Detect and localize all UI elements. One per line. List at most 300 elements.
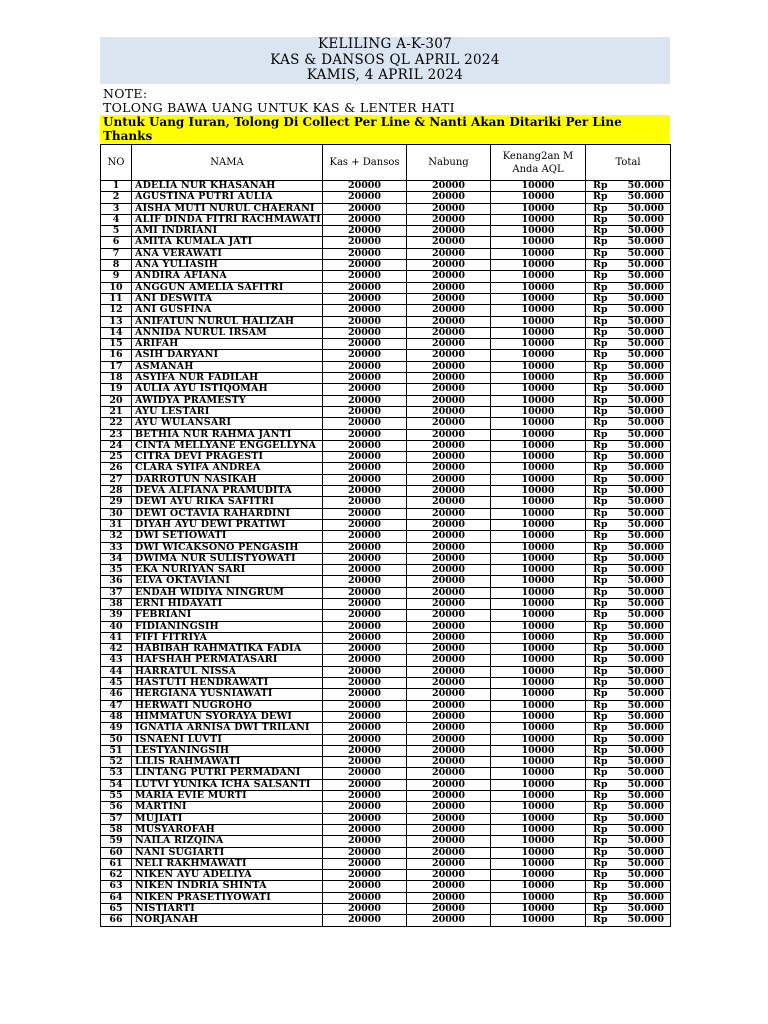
row-name: ASMANAH [132, 361, 323, 372]
row-kas: 20000 [323, 644, 407, 655]
row-total [586, 757, 671, 768]
table-row [101, 723, 671, 734]
row-kenangan: 10000 [491, 327, 586, 338]
table-row [101, 452, 671, 463]
row-nabung: 20000 [407, 565, 491, 576]
currency-label: Rp [593, 564, 608, 576]
row-name: AWIDYA PRAMESTY [132, 395, 323, 406]
table-row [101, 824, 671, 835]
row-number: 14 [101, 327, 132, 338]
row-number: 34 [101, 553, 132, 564]
row-number: 8 [101, 260, 132, 271]
currency-label: Rp [593, 892, 608, 903]
currency-label: Rp [593, 835, 608, 847]
row-name: MARIA EVIE MURTI [132, 791, 323, 802]
row-number: 37 [101, 587, 132, 598]
row-number: 24 [101, 440, 132, 451]
row-kas: 20000 [323, 406, 407, 417]
row-nabung: 20000 [407, 373, 491, 384]
row-name: ASIH DARYANI [132, 350, 323, 361]
currency-label: Rp [593, 462, 608, 474]
row-number: 62 [101, 870, 132, 881]
row-number: 20 [101, 395, 132, 406]
currency-label: Rp [593, 406, 608, 417]
total-amount: 50.000 [627, 813, 664, 824]
row-number: 18 [101, 373, 132, 384]
row-total [586, 587, 671, 598]
total-amount: 50.000 [627, 790, 664, 802]
row-number: 43 [101, 655, 132, 666]
total-amount: 50.000 [627, 858, 664, 869]
currency-label: Rp [593, 485, 608, 497]
row-kenangan: 10000 [491, 870, 586, 881]
row-number: 42 [101, 644, 132, 655]
table-row [101, 260, 671, 271]
row-name: MUSYAROFAH [132, 824, 323, 835]
table-row [101, 734, 671, 745]
row-total [586, 497, 671, 508]
row-number: 65 [101, 904, 132, 915]
row-nabung: 20000 [407, 203, 491, 214]
row-nabung: 20000 [407, 632, 491, 643]
row-number: 6 [101, 237, 132, 248]
row-nabung: 20000 [407, 858, 491, 869]
row-kas: 20000 [323, 576, 407, 587]
row-nabung: 20000 [407, 237, 491, 248]
row-kenangan: 10000 [491, 248, 586, 259]
row-name: LESTYANINGSIH [132, 745, 323, 756]
row-kenangan: 10000 [491, 745, 586, 756]
row-nabung: 20000 [407, 904, 491, 915]
row-kas: 20000 [323, 350, 407, 361]
table-row [101, 779, 671, 790]
row-kenangan: 10000 [491, 621, 586, 632]
currency-label: Rp [593, 180, 608, 191]
row-nabung: 20000 [407, 181, 491, 192]
currency-label: Rp [593, 914, 608, 926]
currency-label: Rp [593, 700, 608, 711]
row-name: FEBRIANI [132, 610, 323, 621]
total-amount: 50.000 [627, 598, 664, 609]
row-number: 47 [101, 700, 132, 711]
row-number: 57 [101, 813, 132, 824]
row-number: 45 [101, 678, 132, 689]
row-number: 52 [101, 757, 132, 768]
row-kenangan: 10000 [491, 497, 586, 508]
row-kas: 20000 [323, 418, 407, 429]
total-amount: 50.000 [627, 688, 664, 700]
row-name: CINTA MELLYANE ENGGELLYNA [132, 440, 323, 451]
row-number: 59 [101, 836, 132, 847]
row-name: HERWATI NUGROHO [132, 700, 323, 711]
row-nabung: 20000 [407, 542, 491, 553]
row-kenangan: 10000 [491, 824, 586, 835]
row-kenangan: 10000 [491, 892, 586, 903]
row-nabung: 20000 [407, 463, 491, 474]
row-kenangan: 10000 [491, 553, 586, 564]
row-total [586, 192, 671, 203]
row-kenangan: 10000 [491, 293, 586, 304]
table-row [101, 440, 671, 451]
row-total [586, 723, 671, 734]
total-amount: 50.000 [627, 429, 664, 440]
total-amount: 50.000 [627, 643, 664, 655]
currency-label: Rp [593, 542, 608, 553]
row-kenangan: 10000 [491, 418, 586, 429]
row-number: 1 [101, 181, 132, 192]
currency-label: Rp [593, 236, 608, 248]
total-amount: 50.000 [627, 496, 664, 508]
row-number: 3 [101, 203, 132, 214]
table-row [101, 802, 671, 813]
row-number: 10 [101, 282, 132, 293]
total-amount: 50.000 [627, 677, 664, 689]
row-total [586, 655, 671, 666]
row-nabung: 20000 [407, 892, 491, 903]
total-amount: 50.000 [627, 654, 664, 666]
row-name: BETHIA NUR RAHMA JANTI [132, 429, 323, 440]
row-name: AGUSTINA PUTRI AULIA [132, 192, 323, 203]
row-name: ALIF DINDA FITRI RACHMAWATI [132, 214, 323, 225]
row-number: 41 [101, 632, 132, 643]
row-name: ENDAH WIDIYA NINGRUM [132, 587, 323, 598]
currency-label: Rp [593, 474, 608, 485]
row-total [586, 904, 671, 915]
row-kas: 20000 [323, 813, 407, 824]
row-nabung: 20000 [407, 248, 491, 259]
row-name: DIYAH AYU DEWI PRATIWI [132, 519, 323, 530]
row-total [586, 203, 671, 214]
row-number: 5 [101, 226, 132, 237]
total-amount: 50.000 [627, 587, 664, 598]
row-kenangan: 10000 [491, 531, 586, 542]
row-name: NANI SUGIARTI [132, 847, 323, 858]
table-row [101, 621, 671, 632]
row-kas: 20000 [323, 824, 407, 835]
table-row [101, 203, 671, 214]
currency-label: Rp [593, 248, 608, 259]
row-kas: 20000 [323, 689, 407, 700]
row-kas: 20000 [323, 316, 407, 327]
row-total [586, 802, 671, 813]
row-nabung: 20000 [407, 440, 491, 451]
row-number: 49 [101, 723, 132, 734]
header-nama: NAMA [132, 145, 323, 181]
currency-label: Rp [593, 813, 608, 824]
row-kas: 20000 [323, 587, 407, 598]
row-nabung: 20000 [407, 418, 491, 429]
row-total [586, 870, 671, 881]
row-kas: 20000 [323, 870, 407, 881]
row-number: 61 [101, 858, 132, 869]
row-total [586, 678, 671, 689]
row-total [586, 768, 671, 779]
currency-label: Rp [593, 654, 608, 666]
row-kenangan: 10000 [491, 610, 586, 621]
row-number: 25 [101, 452, 132, 463]
row-total [586, 598, 671, 609]
row-kas: 20000 [323, 565, 407, 576]
row-total [586, 486, 671, 497]
table-row [101, 237, 671, 248]
table-row [101, 350, 671, 361]
total-amount: 50.000 [627, 203, 664, 214]
header-kenangan [491, 145, 586, 181]
table-row [101, 553, 671, 564]
row-total [586, 519, 671, 530]
currency-label: Rp [593, 270, 608, 282]
row-kas: 20000 [323, 655, 407, 666]
header-kenangan-line-2: Anda AQL [512, 163, 564, 175]
row-number: 55 [101, 791, 132, 802]
row-name: LUTVI YUNIKA ICHA SALSANTI [132, 779, 323, 790]
row-total [586, 373, 671, 384]
row-kas: 20000 [323, 237, 407, 248]
row-nabung: 20000 [407, 768, 491, 779]
row-total [586, 791, 671, 802]
currency-label: Rp [593, 575, 608, 587]
row-total [586, 779, 671, 790]
currency-label: Rp [593, 745, 608, 756]
row-kas: 20000 [323, 384, 407, 395]
table-row [101, 847, 671, 858]
row-total [586, 452, 671, 463]
row-kenangan: 10000 [491, 802, 586, 813]
table-row [101, 587, 671, 598]
row-kas: 20000 [323, 440, 407, 451]
row-nabung: 20000 [407, 474, 491, 485]
table-row [101, 678, 671, 689]
row-name: AYU WULANSARI [132, 418, 323, 429]
row-kas: 20000 [323, 678, 407, 689]
table-row [101, 655, 671, 666]
row-kas: 20000 [323, 192, 407, 203]
row-name: FIDIANINGSIH [132, 621, 323, 632]
table-row [101, 700, 671, 711]
table-row [101, 858, 671, 869]
total-amount: 50.000 [627, 395, 664, 406]
currency-label: Rp [593, 327, 608, 338]
row-kas: 20000 [323, 700, 407, 711]
currency-label: Rp [593, 225, 608, 237]
row-total [586, 858, 671, 869]
row-kenangan: 10000 [491, 847, 586, 858]
currency-label: Rp [593, 191, 608, 203]
currency-label: Rp [593, 530, 608, 542]
total-amount: 50.000 [627, 372, 664, 384]
row-kenangan: 10000 [491, 565, 586, 576]
row-nabung: 20000 [407, 327, 491, 338]
row-nabung: 20000 [407, 576, 491, 587]
row-number: 32 [101, 531, 132, 542]
row-kas: 20000 [323, 248, 407, 259]
row-number: 31 [101, 519, 132, 530]
row-number: 19 [101, 384, 132, 395]
currency-label: Rp [593, 496, 608, 508]
currency-label: Rp [593, 349, 608, 361]
row-total [586, 621, 671, 632]
total-amount: 50.000 [627, 316, 664, 327]
row-nabung: 20000 [407, 384, 491, 395]
row-kenangan: 10000 [491, 316, 586, 327]
row-kenangan: 10000 [491, 282, 586, 293]
row-kenangan: 10000 [491, 904, 586, 915]
row-kas: 20000 [323, 892, 407, 903]
row-total [586, 565, 671, 576]
title-line-2: KAS & DANSOS QL APRIL 2024 [270, 51, 500, 68]
row-name: HERGIANA YUSNIAWATI [132, 689, 323, 700]
row-number: 46 [101, 689, 132, 700]
table-row [101, 519, 671, 530]
row-name: ISNAENI LUVTI [132, 734, 323, 745]
currency-label: Rp [593, 361, 608, 372]
row-nabung: 20000 [407, 881, 491, 892]
row-kenangan: 10000 [491, 203, 586, 214]
header-kas: Kas + Dansos [323, 145, 407, 181]
total-amount: 50.000 [627, 711, 664, 722]
table-row [101, 542, 671, 553]
row-nabung: 20000 [407, 553, 491, 564]
row-nabung: 20000 [407, 689, 491, 700]
table-row [101, 271, 671, 282]
row-kenangan: 10000 [491, 463, 586, 474]
total-amount: 50.000 [627, 259, 664, 271]
row-name: CITRA DEVI PRAGESTI [132, 452, 323, 463]
row-total [586, 813, 671, 824]
row-total [586, 881, 671, 892]
row-total [586, 350, 671, 361]
row-nabung: 20000 [407, 644, 491, 655]
total-amount: 50.000 [627, 892, 664, 903]
row-nabung: 20000 [407, 836, 491, 847]
row-nabung: 20000 [407, 734, 491, 745]
total-amount: 50.000 [627, 440, 664, 451]
table-row [101, 373, 671, 384]
currency-label: Rp [593, 598, 608, 609]
currency-label: Rp [593, 621, 608, 632]
row-kenangan: 10000 [491, 791, 586, 802]
row-kenangan: 10000 [491, 587, 586, 598]
row-nabung: 20000 [407, 745, 491, 756]
row-kas: 20000 [323, 711, 407, 722]
row-kas: 20000 [323, 282, 407, 293]
row-nabung: 20000 [407, 700, 491, 711]
currency-label: Rp [593, 440, 608, 451]
row-name: DEVA ALFIANA PRAMUDITA [132, 486, 323, 497]
row-kenangan: 10000 [491, 915, 586, 926]
row-kenangan: 10000 [491, 678, 586, 689]
table-row [101, 531, 671, 542]
total-amount: 50.000 [627, 214, 664, 225]
table-row [101, 293, 671, 304]
row-total [586, 610, 671, 621]
row-name: ANDIRA AFIANA [132, 271, 323, 282]
row-total [586, 260, 671, 271]
table-row [101, 915, 671, 926]
row-kenangan: 10000 [491, 361, 586, 372]
row-kenangan: 10000 [491, 542, 586, 553]
row-name: DARROTUN NASIKAH [132, 474, 323, 485]
row-total [586, 463, 671, 474]
row-total [586, 181, 671, 192]
table-row [101, 429, 671, 440]
row-number: 63 [101, 881, 132, 892]
row-name: ANGGUN AMELIA SAFITRI [132, 282, 323, 293]
row-name: DEWI OCTAVIA RAHARDINI [132, 508, 323, 519]
table-row [101, 711, 671, 722]
total-amount: 50.000 [627, 293, 664, 304]
currency-label: Rp [593, 903, 608, 914]
row-number: 7 [101, 248, 132, 259]
table-row [101, 463, 671, 474]
row-total [586, 689, 671, 700]
total-amount: 50.000 [627, 270, 664, 282]
row-kas: 20000 [323, 226, 407, 237]
row-number: 35 [101, 565, 132, 576]
currency-label: Rp [593, 451, 608, 463]
row-kenangan: 10000 [491, 666, 586, 677]
total-amount: 50.000 [627, 801, 664, 813]
row-number: 54 [101, 779, 132, 790]
row-kas: 20000 [323, 598, 407, 609]
title-line-1: KELILING A-K-307 [318, 36, 452, 52]
row-kenangan: 10000 [491, 779, 586, 790]
row-total [586, 542, 671, 553]
total-amount: 50.000 [627, 383, 664, 395]
table-row [101, 181, 671, 192]
table-row [101, 418, 671, 429]
row-nabung: 20000 [407, 486, 491, 497]
row-number: 50 [101, 734, 132, 745]
row-kenangan: 10000 [491, 452, 586, 463]
currency-label: Rp [593, 519, 608, 530]
title-line-3: KAMIS, 4 APRIL 2024 [306, 67, 464, 83]
row-name: DWI SETIOWATI [132, 531, 323, 542]
table-row [101, 361, 671, 372]
row-name: ANIFATUN NURUL HALIZAH [132, 316, 323, 327]
total-amount: 50.000 [627, 530, 664, 542]
row-nabung: 20000 [407, 350, 491, 361]
row-number: 40 [101, 621, 132, 632]
row-kas: 20000 [323, 768, 407, 779]
row-total [586, 226, 671, 237]
row-kas: 20000 [323, 836, 407, 847]
row-nabung: 20000 [407, 260, 491, 271]
row-nabung: 20000 [407, 824, 491, 835]
row-number: 15 [101, 339, 132, 350]
row-nabung: 20000 [407, 610, 491, 621]
currency-label: Rp [593, 609, 608, 621]
row-name: ADELIA NUR KHASANAH [132, 181, 323, 192]
title-block [100, 37, 670, 84]
row-name: LILIS RAHMAWATI [132, 757, 323, 768]
row-total [586, 745, 671, 756]
total-amount: 50.000 [627, 609, 664, 621]
row-total [586, 474, 671, 485]
row-kenangan: 10000 [491, 858, 586, 869]
currency-label: Rp [593, 372, 608, 384]
row-nabung: 20000 [407, 316, 491, 327]
row-number: 33 [101, 542, 132, 553]
total-amount: 50.000 [627, 485, 664, 497]
row-number: 12 [101, 305, 132, 316]
table-row [101, 598, 671, 609]
row-kas: 20000 [323, 881, 407, 892]
row-kenangan: 10000 [491, 305, 586, 316]
table-row [101, 666, 671, 677]
table-row [101, 248, 671, 259]
row-nabung: 20000 [407, 452, 491, 463]
